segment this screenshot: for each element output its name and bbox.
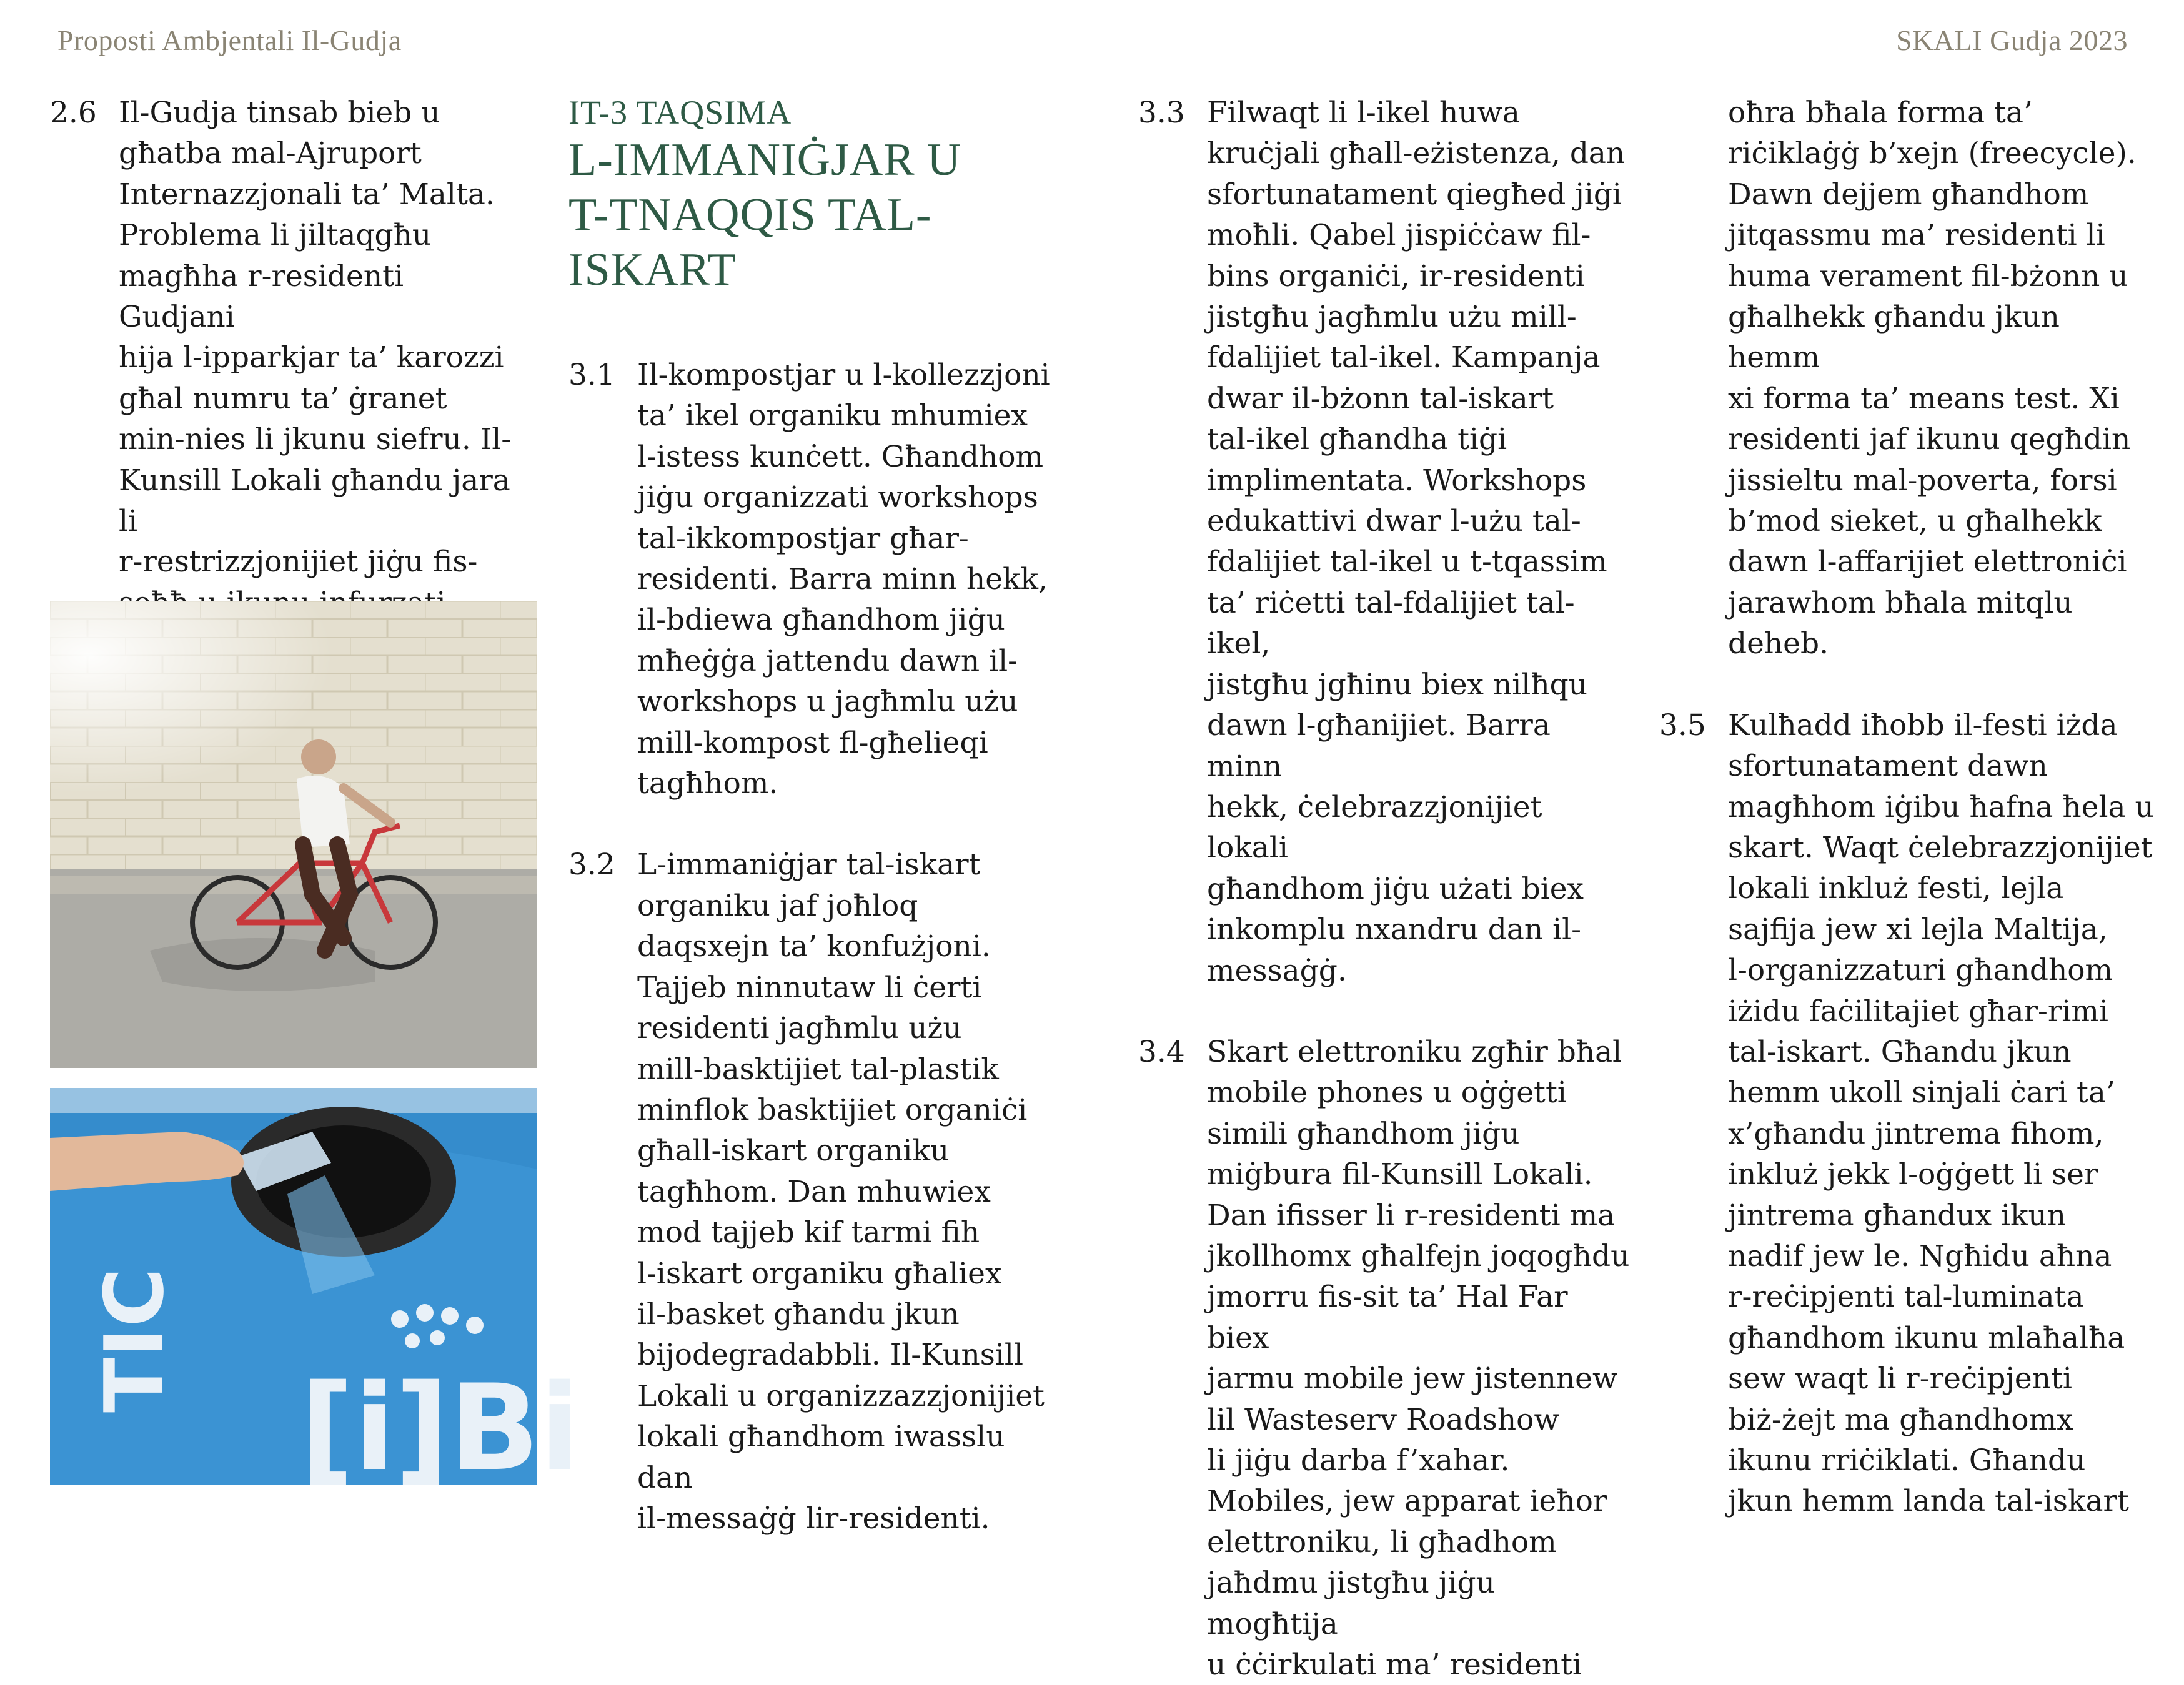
- paragraph-number: 3.4: [1138, 1034, 1185, 1069]
- section-heading: [568, 92, 1062, 297]
- paragraph-text: Skart elettroniku zgħir bħal mobile phones u oġġetti simili għandhom jiġu miġbura fil-Kunsill Lokali. Dan ifisser li r-residenti ma jkollhomx għalfejn joqogħdu jmorru fis-sit ta’ Hal Far biex jarmu mobile jew jistennew lil Wasteserv Roadshow li jiġu darba f’xahar. Mobiles, jew apparat ieħor elettroniku, li għadhom jaħdmu jistgħu jiġu mogħtija u ċċirkulati ma’ residenti: [1207, 1034, 1630, 1683]
- paragraph-number: 3.1: [568, 358, 615, 392]
- paragraph-3-4-continued: oħra bħala forma ta’ riċiklaġġ b’xejn (freecycle). Dawn dejjem għandhom jitqassmu ma’ residenti li huma verament fil-bżonn u għalhekk għandu jkun hemm xi forma ta’ means test. Xi residenti jaf ikunu qegħdin jissieltu mal-poverta, forsi b’mod sieket, u għalhekk dawn l-affarijiet elettroniċi jarawhom bħala mitqlu deheb.: [1728, 96, 2137, 661]
- column-3: [1138, 92, 1632, 1685]
- paragraph-text: Il-Gudja tinsab bieb u għatba mal-Ajruport Internazzjonali ta’ Malta. Problema li jiltaqgħu magħha r-residenti Gudjani hija l-ipparkjar ta’ karozzi għal numru ta’ ġranet min-nies li jkunu siefru. Il- Kunsill Lokali għandu jara li r-restrizzjonijiet jiġu fis-: [119, 96, 512, 580]
- paragraph-number: 3.5: [1659, 708, 1706, 743]
- paragraph-3-4: [1138, 1032, 1632, 1685]
- paragraph-3-3: [1138, 92, 1632, 991]
- column-2: [568, 92, 1062, 1539]
- column-4: [1659, 92, 2159, 1522]
- running-head-left: Proposti Ambjentali Il-Gudja: [57, 24, 402, 56]
- paragraph-2-6: [50, 92, 528, 623]
- column-1: [50, 92, 528, 623]
- paragraph-text: Il-kompostjar u l-kollezzjoni ta’ ikel organiku mhumiex l-istess kunċett. Għandhom jiġu organizzati workshops tal-ikkompostjar għar- residenti. Barra minn hekk, il-bdiewa għandhom jiġu mħeġġa jattendu dawn il- workshops u jagħmlu użu mill-kompost fl-għelieqi tagħhom.: [637, 358, 1050, 801]
- photo-recycling-bin: [50, 1088, 580, 1497]
- paragraph-3-5: [1659, 705, 2159, 1522]
- bin-logo-text: [i]Bi: [300, 1359, 580, 1497]
- paragraph-number: 3.2: [568, 847, 615, 882]
- paragraph-text: L-immaniġjar tal-iskart organiku jaf joħloq daqsxejn ta’ konfużjoni. Tajjeb ninnutaw li ċerti residenti jagħmlu użu mill-basktijiet tal-plastik minflok basktijiet organiċi għall-iskart organiku tagħhom. Dan mhuwiex mod tajjeb kif tarmi fih l-iskart organiku għaliex il-basket għandu jkun bijodegradabbli. Il-Kunsill Lokali u organizzazzjonijiet lokali għandhom iwasslu dan il-messaġġ lir-residenti.: [637, 847, 1045, 1536]
- paragraph-3-2: [568, 844, 1062, 1539]
- paragraph-text: Filwaqt li l-ikel huwa kruċjali għall-eżistenza, dan sfortunatament qiegħed jiġi moħli. Qabel jispiċċaw fil- bins organiċi, ir-residenti jistgħu jagħmlu użu mill- fdalijiet tal-ikel. Kampanja dwar il-bżonn tal-iskart tal-ikel għandha tiġi implimentata. Workshops edukattivi dwar l-użu tal- fdalijiet tal-ikel u t-tqassim ta’ riċetti tal-fdalijiet tal-ikel, jistgħu jgħinu biex nilħqu dawn l-għanijiet. Barra minn hekk, ċelebrazzjonijiet lokali għandhom jiġu użati biex inkomplu nxandru dan il- messaġġ.: [1207, 96, 1626, 988]
- paragraph-3-1: [568, 355, 1062, 804]
- recycling-bin-illustration: [50, 1088, 580, 1497]
- section-kicker: IT-3 TAQSIMA: [568, 94, 792, 131]
- paragraph-number: 3.3: [1138, 96, 1185, 130]
- section-title: L-IMMANIĠJAR U T-TNAQQIS TAL-ISKART: [568, 134, 961, 295]
- running-head-right: SKALI Gudja 2023: [1896, 24, 2128, 56]
- cyclist-illustration: [50, 601, 537, 1068]
- paragraph-number: 2.6: [50, 96, 97, 130]
- bin-side-text: TIC: [87, 1267, 182, 1413]
- paragraph-text: Kulħadd iħobb il-festi iżda sfortunatament dawn magħhom iġibu ħafna ħela u skart. Waqt ċelebrazzjonijiet lokali inkluż festi, lejla sajfija jew xi lejla Maltija, l-organizzaturi għandhom iżidu faċilitajiet għar-rimi tal-iskart. Għandu jkun hemm ukoll sinjali ċari ta’ x’għandu jintrema fihom, inkluż jekk l-oġġett li ser jintrema għandux ikun nadif jew le. Ngħidu aħna r-reċipjenti tal-luminata għandhom ikunu mlaħalħa sew waqt li r-reċipjenti biż-żejt ma għandhomx ikunu rriċiklati. Għandu jkun hemm landa tal-iskart: [1728, 708, 2154, 1519]
- photo-cyclist: [50, 601, 537, 1068]
